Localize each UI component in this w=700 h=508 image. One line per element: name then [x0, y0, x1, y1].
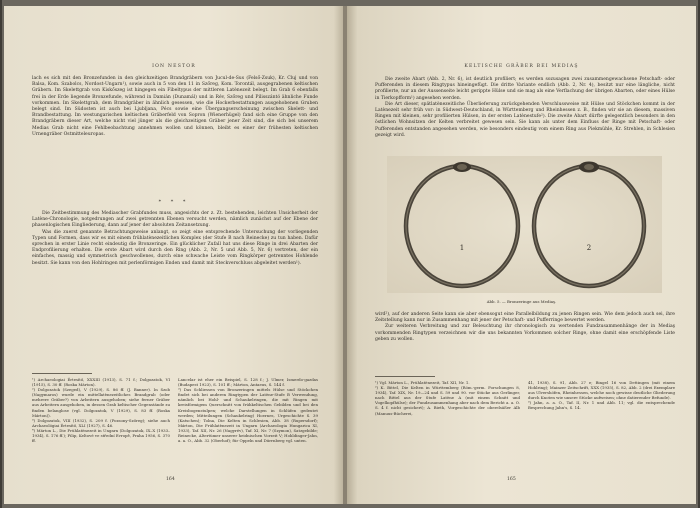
- footnote: ⁴) Márton L., Die Frühlatènezeit in Ungarn (Dolgozatok, IX–X (1933–1934), S. 176 ff.); Filip, Keltové ve střední Evropě, Praha 1956, S. 370 ff.: [32, 427, 170, 444]
- footnote-rule: [375, 376, 435, 377]
- figure-caption: Abb. 5. — Bronzeringe aus Mediaş.: [486, 299, 557, 304]
- right-page: [347, 6, 696, 504]
- book-edge-left: [0, 0, 2, 508]
- left-text-block-1: [32, 76, 318, 138]
- footnotes-right-col2: [528, 380, 675, 411]
- footnote: ²) K. Bittel, Die Kelten in Württemberg (Röm.-germ. Forschungen 8, 1934), Taf. XIX, Nr. 19—24 und S. 59 und 90. vor Stücke aus Gerlinger, nach Bittel aus der Stufe Latène A (mit einem Schnitt und Vogelkopfhülse); der Fundzusammenhang aber nach dem Bericht a. a. O. S. 4 f. nicht gesichert); A. Bieth, Vorgeschichte der oberelsäßer Alb (Manuus-Bücherei,: [375, 385, 520, 416]
- paragraph: wird²), auf der anderen Seite kann sie aber ebensogut eine Parallelbildung zu jenen Ringen sein. Wie dem jedoch auch sei, ihre Zeitstellung kann nur in Zusammenhang mit jener der Petschaft- und Pufferringe bewertet werden.: [375, 312, 675, 324]
- running-header-right: KELTISCHE GRÄBER BEI MEDIAŞ: [464, 64, 579, 69]
- footnote: 41, 1938), S. 91, Abb. 27 e; Bingel 16 von Dettingen (mit einem Hohlring); Mainzer Zeitschrift, XXX (1935), S. 82, Abb. 2 (drei Exemplare aus Ulvershöfen, Rheinhessen, welche noch gewisse deutliche Gliederung durch Knoten wie unsere Stücke aufweisen; ohne datierender Befunde).: [528, 380, 675, 401]
- figure-bronze-rings: [387, 156, 662, 293]
- paragraph: Was die zuerst genannte Betrachtungsweise anlangt, so zeigt eine entsprechende Untersuchung der vorliegenden Typen und Formen, dass wir es mit einem frühlatènezeitlichen Komplex (der Stufe B nach Reinecke) zu tun haben. Dafür sprechen in erster Linie recht eindeutig die Bronzeringe. Ein glücklicher Zufall hat uns diese Ringe in drei Abarten der Endprofilierung erhalten. Die erste Abart wird durch den Ring (Abb. 2, Nr. 5 und Abb. 5, Nr. 6) vertreten, der ein einfaches, massig und symmetrisch geschwollenes, durch eine schwache Leiste vom Ringkörper getrenntes Hohlende besitzt. Sie kann von den Hohlringen mit perlenförmigen Enden und damit mit Steckverschluss abgeleitet werden¹).: [32, 229, 318, 266]
- figure-label-1: 1: [459, 244, 465, 252]
- footnote-rule: [32, 373, 92, 374]
- left-page: [4, 6, 344, 504]
- footnotes-right-col1: [375, 380, 520, 416]
- right-text-block-1: [375, 77, 675, 139]
- page-number-right: 165: [507, 477, 516, 482]
- paragraph: Die Zeitbestimmung des Mediascher Grabfundes muss, angesichts der z. Zt. bestehenden, leichten Unsicherheit der Latène-Chronologie, notgedrungen auf zwei getrennten Ebenen versucht werden, nämlich zunächst auf der Ebene der phasenlogischen Eingliederung, dann auf jener der absoluten Zeitansetzung.: [32, 211, 318, 229]
- right-text-block-2: [375, 312, 675, 343]
- page-number-left: 164: [166, 477, 175, 482]
- footnote: ¹) Archaeologiai Értesítő, XXXIII (1913), S. 71 f.; Dolgozatok, VI (1915), S. 30 ff. (Roska Márton).: [32, 377, 170, 388]
- paragraph: Die Art dieser, spätlatènezeitliche Überlieferung zurückgehenden Verschlussweise mit Hülse und Stöckchen kommt in der Latènezeit sehr früh vor: in Südwest-Deutschland, in Württemberg und Rheinhessen z. B., finden wir sie an diesem, massiven Ringen mit kleinen, sehr profilierten Hülsen, in der ersten Latènestufe²). Die zweite Abart dürfte gelegentlich besonders in den östlichen Wohnsitzen der Kelten verbreitet gewesen sein. Sie kann als unter dem Einfluss der Ringe mit Petschaft- oder Pufferenden entstanden angesehen werden, wie besonders eindeutig vom einem Ring aus Piekmühle, Kr. Strehlen, in Schlesien gezeigt wird.: [375, 101, 675, 138]
- paragraph: Zur weiteren Verbreitung und zur Beleuchtung ihr chronologisch zu wertenden Fundzusammenhänge der in Mediaş vorkommenden Ringtypen verzeichnen wir die uns bekannten Vorkommen solcher Ringe, ohne damit eine erschöpfende Liste geben zu wollen.: [375, 324, 675, 342]
- paragraph: lach es sich mit den Bronzefunden in den gleichzeitigen Brandgräbern von Jucul-de-Sus (Felső-Zsuk), Kr. Cluj und von Balsa, Kom. Szabolcs, Nordost-Ungarn¹), sowie auch in 5 von den 11 in Szőreg, Kom. Torontál, ausgegrabenen keltischen Gräbern. Im Skelettgrab von Kiskőszeg ist hingegen ein Fibeltypus der mittleren Latènezeit belegt. Im Grab 6 ebenfalls frei in der Erde liegende Bronzefunde, während in Damián (Dunamál) und in Rév, Szőreg und Pilisszántó ähnliche Funde vorkommen. Im Skelettgrab, dem Brandgräber in ähnlich gesessen, wie die Hockerbestattungen ausgehobenen Gruben belegt sind. Im Südosten ist auch bei Ljubljana, Pécs sowie eine Übergangserscheinung zwischen Skelett- und Brandbestattung. Im westungarischen keltischen Gräberfeld von Sopron (Wienerhügel) fand sich eine Gruppe von den Brandgräbern dieser Art, welche nicht viel jünger als die gleichzeitigen Gräber jener Zeit sind, die sich bei unserem Medias Grab nicht eine Fehlbeobachtung annehmen wollen und können, bleibt es einer der frühesten keltischen Urnengräber Ostmitteleuropas.: [32, 76, 318, 137]
- left-text-block-2: [32, 211, 318, 267]
- footnotes-left-col1: [32, 377, 170, 443]
- bronze-rings-photo: [387, 156, 662, 293]
- footnote: ²) Dolgozatok (Szeged), V (1929), S. 86 ff. (J. Banner). In Szob (Nagymaros) wurde ein mittellatènezeitliches Brandgrab (oder mehrere Gräber?) von Arbeitern ausgehoben; siehe ferner Gräber aus Arbeitern ausgehoben, in dessen Grab keltischer Gegenstände zu finden belanglose (vgl. Dolgozatok, V (1929), S. 83 ff. (Roska Márton)).: [32, 387, 170, 418]
- figure-label-2: 2: [586, 244, 592, 252]
- footnotes-left-col2: [178, 377, 318, 443]
- footnote: ¹) Vgl. Márton L., Frühlatènezeit, Taf. XII, Nr. 1.: [375, 380, 470, 385]
- section-divider: * * *: [158, 199, 190, 205]
- footnote: Lancelar ist eher ein Beispiel, S. 128 f.; J. Ulmer, Ismerdo-gazdas (Budapest 1923), S. 101 ff.; Márton, Antaeus, S. 144 f.: [178, 377, 318, 388]
- footnote: ⁵) Das Schliessen von Bronzeringen mittels Hülse und Stöckchen findet sich bei anderen Ringtypen der Latène-Stufe B Verwendung, nämlich bei Hohl- und Schaukelringen, die mit Ringen mit kreisförmigem Querschnitt von frühkeltischen Gebilden und bei den Kreisbogenstulpen; welche Darstellungen in Schlüfen gedeutet werden; Mitteilungen (Schaukelring) Hoernes, Urgeschichte S. 39 (Katschen); Tolna, Die Kelten in Schlesien, Abb. 38 (Rupersdorf); Márton, Die Frühlatènezeit in Ungarn (Archaeologia Hungarica XI, 1933), Taf. XII, Nr. 26 (Nagyrév), Taf. XI, Nr. 7 (Szymon), Satzgebilde; Reinecke, Altertümer unserer heidnischen Vorzeit V; Hohldinger-Jahn, a. a. O., Abb. 32 (Oberhof); für Oppeln und Dürrnberg vgl. unten.: [178, 387, 318, 444]
- footnote: ³) Dolgozatok, VIII (1932), S. 209 f. (Pozsony-Szőreg); siehe auch Archaeológiai Értesítő, XLI (1927), S. 46.: [32, 417, 170, 428]
- running-header-left: ION NESTOR: [152, 64, 196, 69]
- paragraph: Die zweite Abart (Abb. 2, Nr. 6), ist deutlich profiliert; es werden sozusagen zwei zusammengewachsene Petschaft- oder Pufferenden in diesem Ringtypus hineingefügt. Die dritte Variante endlich (Abb. 2, Nr. 4), besitzt nur eine längliche, nicht profilierte, nur an der Aussenseite leicht gerippte Hülse und sie mag als eine Verflachung der übrigen Abarten, oder eines Hülse in Tierkopfform¹) angesehen werden.: [375, 77, 675, 101]
- footnote: ³) Jahn, a. a. O., Taf. II, Nr. 1 und Abb. 11; vgl. die entsprechende Besprechung Jahn's, S. 14.: [528, 400, 675, 411]
